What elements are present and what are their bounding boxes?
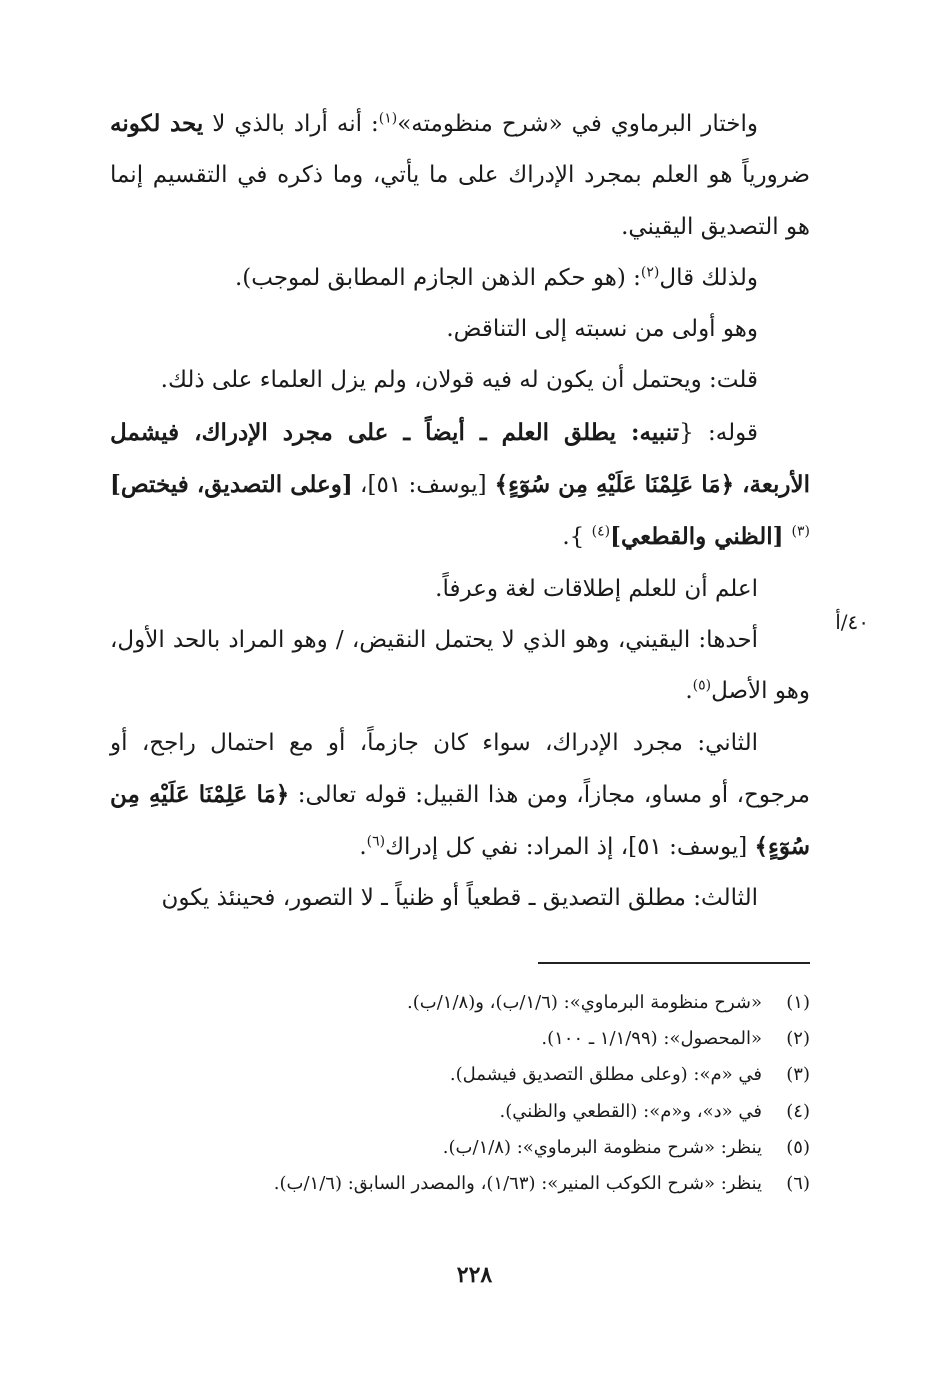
footnote-number: (١)	[786, 992, 810, 1013]
footnote-ref-1: (١)	[378, 110, 398, 127]
footnote-text: ينظر: «شرح منظومة البرماوي»: (١/٨/ب).	[442, 1136, 762, 1158]
main-text	[110, 98, 810, 925]
footnote-number: (٦)	[786, 1173, 810, 1195]
paragraph-1-bold: يحد لكونه	[110, 110, 204, 137]
paragraph-7	[110, 615, 810, 718]
footnote-text: «المحصول»: (١/١/٩٩ ـ ١٠٠).	[541, 1028, 762, 1050]
paragraph-5-text-c: }.	[562, 524, 592, 551]
paragraph-4-text: قلت: ويحتمل أن يكون له فيه قولان، ولم يزل العلماء على ذلك.	[160, 367, 758, 394]
paragraph-3	[110, 304, 810, 355]
footnote-1	[110, 985, 810, 1021]
footnote-ref-2: (٢)	[640, 264, 660, 281]
paragraph-1-text-b: : أنه أراد بالذي لا	[203, 111, 379, 137]
footnote-separator	[538, 962, 810, 964]
footnote-number: (٢)	[786, 1028, 810, 1050]
paragraph-1-text-c: ضرورياً هو العلم بمجرد الإدراك على ما يأتي، وما ذكره في التقسيم إنما هو التصديق اليقيني.	[110, 162, 810, 240]
footnote-text: ينظر: «شرح الكوكب المنير»: (١/٦٣)، والمصدر السابق: (١/٦/ب).	[273, 1173, 762, 1195]
paragraph-8	[110, 718, 810, 874]
footnote-ref-4: (٤)	[591, 523, 611, 540]
paragraph-1	[110, 98, 810, 253]
paragraph-7-text-b: .	[685, 678, 693, 705]
footnote-4	[110, 1094, 810, 1130]
footnote-2	[110, 1021, 810, 1057]
paragraph-5-text-a: قوله: {	[679, 419, 758, 446]
paragraph-8-text-b: [يوسف: ٥١]، إذ المراد: نفي كل إدراك	[385, 834, 755, 861]
paragraph-2-text-b: : (هو حكم الذهن الجازم المطابق لموجب).	[234, 264, 641, 291]
footnote-text: «شرح منظومة البرماوي»: (١/٦/ب)، و(١/٨/ب).	[407, 992, 762, 1013]
footnote-text: في «م»: (وعلى مطلق التصديق فيشمل).	[449, 1064, 762, 1086]
paragraph-5-bold-c: [الظني والقطعي]	[610, 523, 792, 551]
footnote-6	[110, 1166, 810, 1202]
paragraph-8-text-a: الثاني: مجرد الإدراك، سواء كان جازماً، أو مع احتمال راجح، أو مرجوح، أو مساو، مجازاً، ومن هذا القبيل: قوله تعالى:	[110, 729, 810, 808]
paragraph-7-text-a: أحدها: اليقيني، وهو الذي لا يحتمل النقيض، / وهو المراد بالحد الأول، وهو الأصل	[110, 626, 810, 705]
paragraph-5	[110, 407, 810, 564]
footnote-ref-6: (٦)	[366, 833, 386, 850]
quran-verse-1: ﴿مَا عَلِمْنَا عَلَيْهِ مِن سُوٓءٍ﴾	[486, 471, 743, 499]
footnote-text: في «د»، و«م»: (القطعي والظني).	[499, 1100, 762, 1122]
paragraph-1-text-a: واختار البرماوي في «شرح منظومته»	[397, 111, 759, 137]
quran-verse-2: ﴿مَا عَلِمْنَا عَلَيْهِ مِن سُوٓءٍ﴾	[110, 780, 810, 861]
paragraph-2-text-a: ولذلك قال	[659, 264, 758, 291]
footnote-number: (٥)	[786, 1136, 810, 1158]
footnotes	[110, 985, 810, 1202]
footnote-number: (٣)	[786, 1064, 810, 1086]
paragraph-2	[110, 253, 810, 304]
footnote-ref-3: (٣)	[791, 523, 810, 540]
manuscript-folio-note: ٤٠/أ	[835, 610, 869, 634]
footnote-number: (٤)	[786, 1100, 810, 1122]
paragraph-3-text: وهو أولى من نسبته إلى التناقض.	[446, 316, 758, 343]
paragraph-6	[110, 564, 810, 615]
paragraph-5-bold-b: [وعلى التصديق، فيختص]	[110, 471, 353, 499]
paragraph-9-text: الثالث: مطلق التصديق ـ قطعياً أو ظنياً ـ لا التصور، فحينئذ يكون	[161, 885, 758, 912]
paragraph-4	[110, 355, 810, 406]
footnote-3	[110, 1057, 810, 1093]
paragraph-6-text: اعلم أن للعلم إطلاقات لغة وعرفاً.	[435, 575, 758, 602]
footnote-5	[110, 1130, 810, 1166]
page-number: ٢٢٨	[456, 1262, 493, 1288]
paragraph-5-bold-a: تنبيه: يطلق العلم ـ أيضاً ـ على مجرد الإدراك، فيشمل الأربعة،	[110, 418, 810, 499]
paragraph-8-text-c: .	[359, 834, 367, 861]
footnote-ref-5: (٥)	[692, 677, 712, 694]
paragraph-5-text-b: [يوسف: ٥١]،	[352, 472, 487, 499]
paragraph-9	[110, 873, 810, 924]
